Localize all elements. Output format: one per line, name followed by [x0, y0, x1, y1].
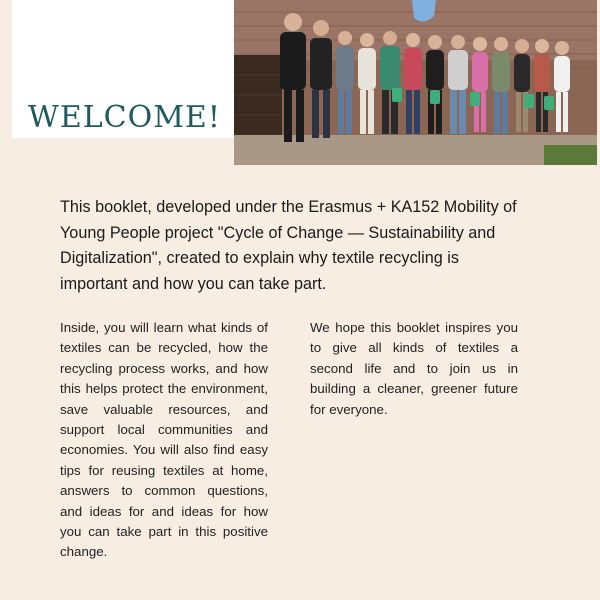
group-photo — [234, 0, 597, 165]
group-photo-image — [234, 0, 597, 165]
page-title: WELCOME! — [28, 100, 221, 135]
welcome-panel — [12, 0, 234, 138]
intro-paragraph: This booklet, developed under the Erasmus + KA152 Mobility of Young People project "Cycle of Change — Sustainability and Digitalization", created to explain why textile recycling is important and how you can take part. — [60, 198, 517, 293]
left-column-text: Inside, you will learn what kinds of textiles can be recycled, how the recycling process works, and how this helps protect the environment, save valuable resources, and support local communities and economies. You will also find easy tips for reusing textiles at home, answers to common questions, and ideas for and ideas for how you can take part in this positive change. — [60, 320, 268, 560]
right-column-text: We hope this booklet inspires you to give all kinds of textiles a second life and to join us in building a cleaner, greener future for everyone. — [310, 320, 518, 417]
